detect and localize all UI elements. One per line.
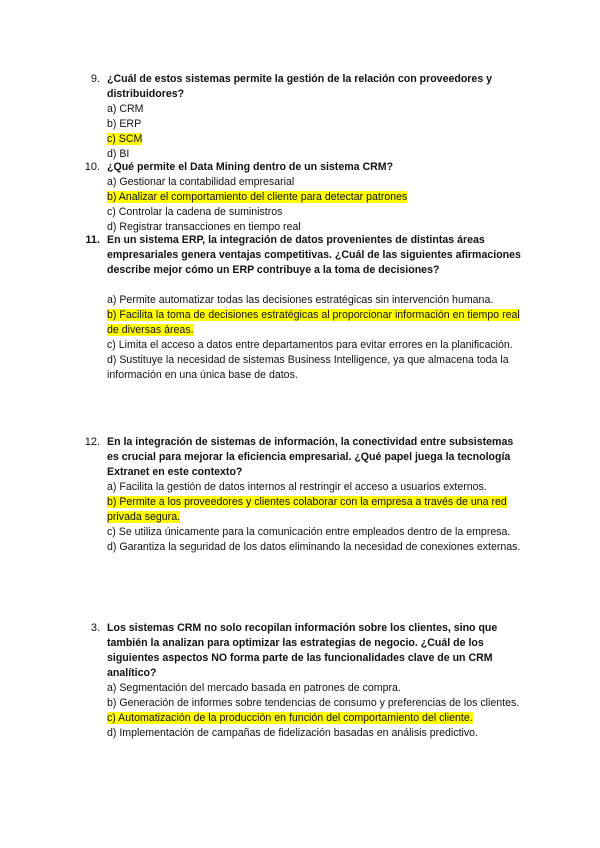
- option-a: a) CRM: [107, 103, 144, 115]
- option-d: d) Implementación de campañas de fidelización basadas en análisis predictivo.: [107, 727, 478, 739]
- option-b: b) Generación de informes sobre tendencias de consumo y preferencias de los clientes.: [107, 697, 520, 709]
- option-b-answer: b) Permite a los proveedores y clientes colaborar con la empresa a través de una red privada segura.: [107, 496, 507, 523]
- question-10: [0, 160, 600, 235]
- question-12: [0, 435, 600, 555]
- option-c-answer: c) Automatización de la producción en función del comportamiento del cliente.: [107, 712, 473, 724]
- option-d: d) BI: [107, 148, 130, 160]
- option-c-answer: c) SCM: [107, 133, 143, 145]
- question-text: En la integración de sistemas de información, la conectividad entre subsistemas es crucial para mejorar la eficiencia empresarial. ¿Qué papel juega la tecnología Extranet en este contexto?: [107, 436, 514, 478]
- question-3: [0, 621, 600, 741]
- question-number: 10.: [84, 161, 100, 173]
- options-list: [107, 293, 527, 383]
- question-11: [0, 233, 600, 383]
- option-a: a) Gestionar la contabilidad empresarial: [107, 176, 295, 188]
- option-d: d) Sustituye la necesidad de sistemas Business Intelligence, ya que almacena toda la información en una única base de datos.: [107, 354, 509, 381]
- question-text: ¿Qué permite el Data Mining dentro de un sistema CRM?: [107, 161, 394, 173]
- option-d: d) Garantiza la seguridad de los datos eliminando la necesidad de conexiones externas.: [107, 541, 521, 553]
- option-a: a) Segmentación del mercado basada en patrones de compra.: [107, 682, 401, 694]
- options-list: [107, 102, 527, 162]
- question-number: 9.: [90, 73, 100, 85]
- option-c: c) Controlar la cadena de suministros: [107, 206, 283, 218]
- option-b-answer: b) Facilita la toma de decisiones estratégicas al proporcionar información en tiempo real de diversas áreas.: [107, 309, 520, 336]
- option-b: b) ERP: [107, 118, 142, 130]
- option-a: a) Permite automatizar todas las decisiones estratégicas sin intervención humana.: [107, 294, 494, 306]
- option-b-answer: b) Analizar el comportamiento del cliente para detectar patrones: [107, 191, 408, 203]
- options-list: [107, 480, 527, 555]
- question-number: 12.: [84, 436, 100, 448]
- question-number: 11.: [85, 234, 100, 246]
- options-list: [107, 681, 527, 741]
- question-number: 3.: [90, 622, 100, 634]
- option-c: c) Se utiliza únicamente para la comunicación entre empleados dentro de la empresa.: [107, 526, 511, 538]
- options-list: [107, 175, 527, 235]
- question-text: En un sistema ERP, la integración de datos provenientes de distintas áreas empresariales genera ventajas competitivas. ¿Cuál de las siguientes afirmaciones describe mejor cómo un ERP contribuye a la toma de decisiones?: [107, 234, 521, 276]
- option-a: a) Facilita la gestión de datos internos al restringir el acceso a usuarios externos.: [107, 481, 487, 493]
- question-9: [0, 72, 600, 162]
- question-text: Los sistemas CRM no solo recopilan información sobre los clientes, sino que también la analizan para optimizar las estrategias de negocio. ¿Cuál de los siguientes aspectos NO forma parte de las funcionalidades clave de un CRM analítico?: [107, 622, 498, 679]
- option-c: c) Limita el acceso a datos entre departamentos para evitar errores en la planificación.: [107, 339, 513, 351]
- option-d: d) Registrar transacciones en tiempo real: [107, 221, 301, 233]
- question-text: ¿Cuál de estos sistemas permite la gestión de la relación con proveedores y distribuidores?: [107, 73, 493, 100]
